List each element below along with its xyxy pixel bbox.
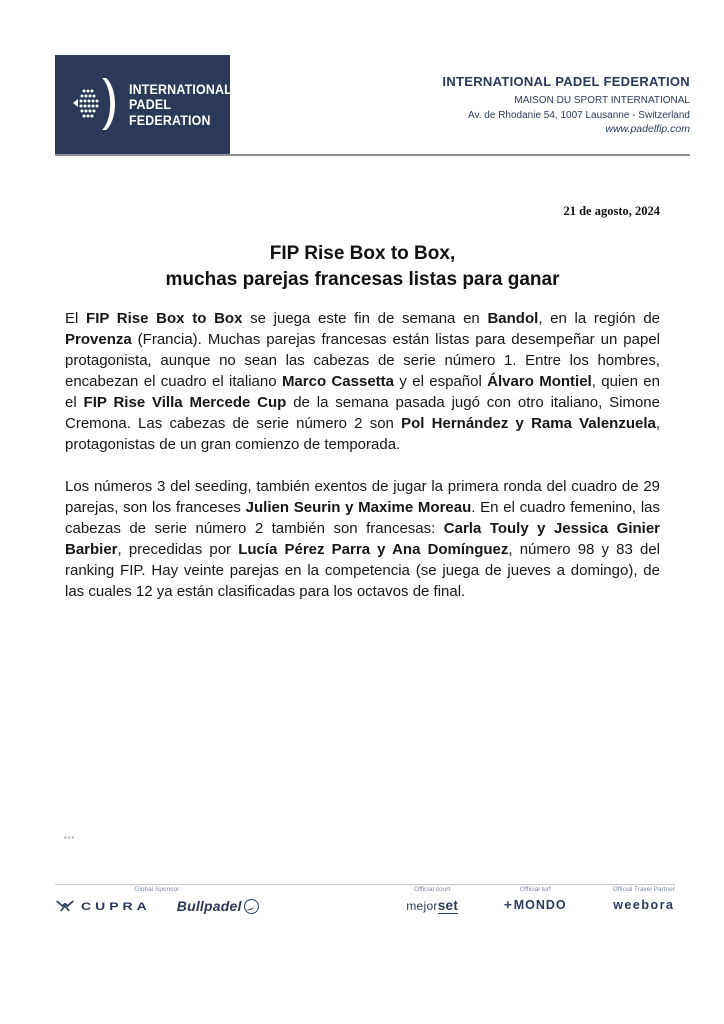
address-line1: MAISON DU SPORT INTERNATIONAL [514, 95, 690, 106]
ipf-logo-line1: INTERNATIONAL [129, 82, 232, 98]
header-divider [55, 154, 690, 156]
article-body [65, 308, 660, 623]
global-sponsor-group [55, 886, 259, 914]
body-paragraph: Los números 3 del seeding, también exentos de jugar la primera ronda del cuadro de 29 parejas, son los franceses Julien Seurin y Maxime Moreau. En el cuadro femenino, las cabezas de serie número 2 también son francesas: Carla Touly y Jessica Ginier Barbier, precedidas por Lucía Pérez Parra y Ana Domínguez, número 98 y 83 del ranking FIP. Hay veinte parejas en la competencia (se juega de jueves a domingo), de las cuales 12 ya están clasificadas para los octavos de final. [65, 478, 661, 600]
official-turf-label: Official turf [519, 886, 551, 893]
bullpadel-wordmark: Bullpadel [176, 898, 242, 914]
bullpadel-ball-icon [244, 899, 259, 914]
bullpadel-logo [177, 898, 259, 914]
mejorset-logo [406, 898, 458, 914]
end-marker: *** [64, 836, 76, 843]
sponsor-footer [55, 886, 675, 914]
weebora-wordmark: weebora [613, 898, 675, 912]
official-turf-group [504, 886, 566, 912]
cupra-logo [55, 898, 151, 914]
mejorset-wordmark-bold: set [437, 898, 459, 913]
ipf-logo-line3: FEDERATION [129, 112, 211, 128]
official-travel-group [613, 886, 675, 912]
mondo-wordmark: MONDO [513, 898, 567, 912]
mondo-logo [504, 898, 566, 912]
cupra-emblem-icon [55, 898, 75, 914]
official-court-group [406, 886, 458, 914]
global-sponsor-label: Global Sponsor [134, 886, 180, 893]
header-contact-block [360, 74, 690, 135]
cupra-wordmark: CUPRA [81, 899, 151, 913]
official-court-label: Official court [414, 886, 451, 893]
padel-ball-icon [69, 76, 121, 134]
website-link[interactable]: www.padelfip.com [605, 123, 690, 135]
mejorset-wordmark-light: mejor [406, 899, 438, 913]
mondo-emblem-icon: ✛ [504, 899, 513, 910]
article-title-line2: muchas parejas francesas listas para ganar [165, 268, 560, 290]
org-name: INTERNATIONAL PADEL FEDERATION [442, 74, 690, 89]
article-title-line1: FIP Rise Box to Box, [269, 243, 456, 264]
weebora-logo [613, 898, 674, 912]
article-title [65, 241, 660, 292]
body-paragraph: El FIP Rise Box to Box se juega este fin de semana en Bandol, en la región de Provenza (Francia). Muchas parejas francesas están listas para desempeñar un papel protagonista, aunque no sean las cabezas de serie número 1. Entre los hombres, encabezan el cuadro el italiano Marco Cassetta y el español Álvaro Montiel, quien en el FIP Rise Villa Mercede Cup de la semana pasada jugó con otro italiano, Simone Cremona. Las cabezas de serie número 2 son Pol Hernández y Rama Valenzuela, protagonistas de un gran comienzo de temporada. [65, 310, 661, 453]
official-travel-label: Official Travel Partner [612, 886, 675, 893]
article-date: 21 de agosto, 2024 [563, 204, 660, 218]
ipf-logo-line2: PADEL [129, 97, 172, 113]
footer-divider [55, 884, 675, 885]
ipf-logo [55, 55, 230, 155]
address-line2: Av. de Rhodanie 54, 1007 Lausanne - Switzerland [467, 109, 690, 121]
ipf-logo-text [129, 82, 232, 127]
